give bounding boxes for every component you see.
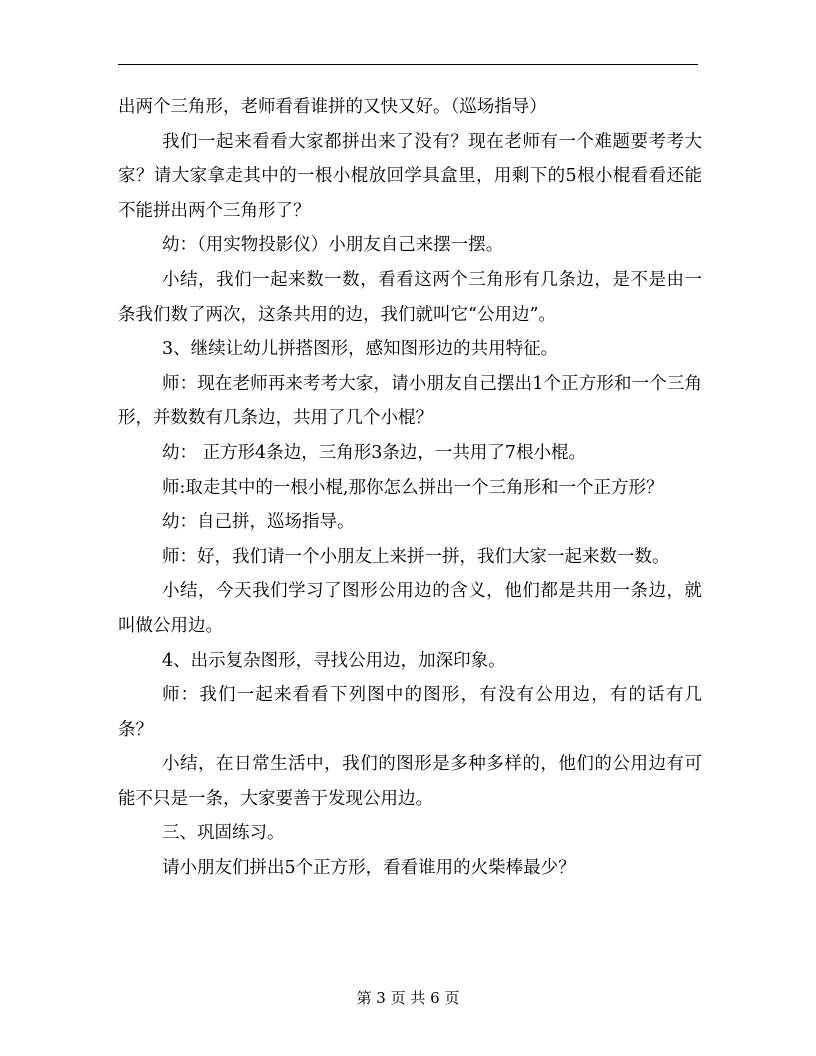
section-heading: 三、巩固练习。	[162, 823, 285, 844]
paragraph: 幼： 正方形4条边，三角形3条边，一共用了7根小棍。	[162, 442, 586, 463]
paragraph: 我们一起来看看大家都拼出来了没有？现在老师有一个难题要考考大家？请大家拿走其中的一根小棍放回学具盒里，用剩下的5根小棍看看还能不能拼出两个三角形了？	[118, 131, 702, 221]
section-heading: 3、继续让幼儿拼搭图形，感知图形边的共用特征。	[162, 339, 559, 360]
paragraph: 小结，今天我们学习了图形公用边的含义，他们都是共用一条边，就叫做公用边。	[118, 581, 702, 636]
page-number-footer: 第 3 页 共 6 页	[356, 989, 460, 1007]
section-heading: 4、出示复杂图形，寻找公用边，加深印象。	[162, 650, 506, 671]
paragraph: 幼：自己拼，巡场指导。	[162, 512, 355, 533]
paragraph: 出两个三角形，老师看看谁拼的又快又好。（巡场指导）	[118, 97, 547, 117]
document-body	[118, 90, 702, 886]
paragraph: 师:取走其中的一根小棍,那你怎么拼出一个三角形和一个正方形？	[162, 477, 664, 498]
paragraph: 师：好，我们请一个小朋友上来拼一拼，我们大家一起来数一数。	[162, 546, 670, 567]
header-rule	[118, 64, 698, 65]
paragraph: 幼：（用实物投影仪）小朋友自己来摆一摆。	[162, 235, 504, 256]
paragraph: 小结，在日常生活中，我们的图形是多种多样的，他们的公用边有可能不只是一条，大家要善于发现公用边。	[118, 754, 702, 809]
paragraph: 师：现在老师再来考考大家，请小朋友自己摆出1个正方形和一个三角形，并数数有几条边，共用了几个小棍？	[118, 373, 702, 429]
paragraph: 小结，我们一起来数一数，看看这两个三角形有几条边，是不是由一条我们数了两次，这条共用的边，我们就叫它“公用边”。	[118, 269, 702, 325]
paragraph: 师：我们一起来看看下列图中的图形，有没有公用边，有的话有几条？	[118, 685, 702, 740]
paragraph: 请小朋友们拼出5个正方形，看看谁用的火柴棒最少？	[162, 858, 576, 879]
